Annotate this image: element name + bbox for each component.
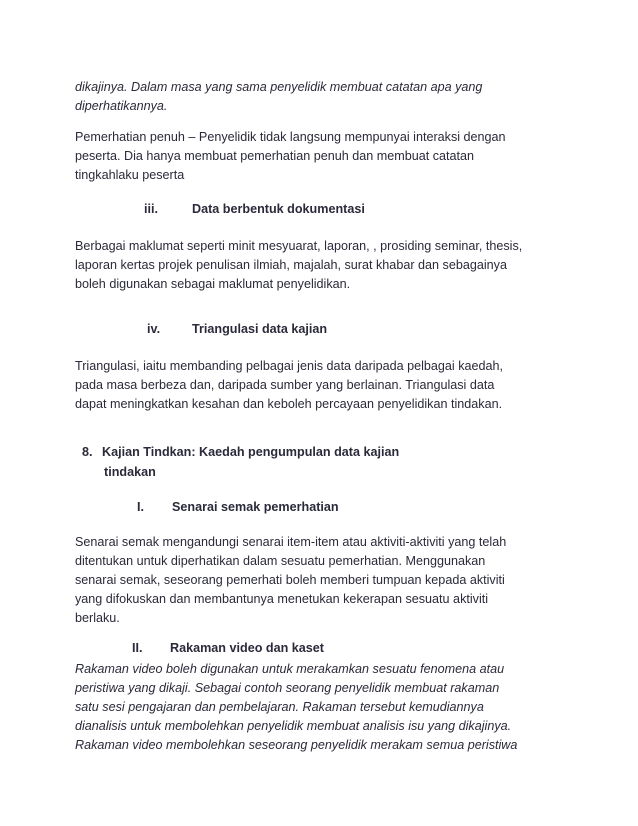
paragraph-line: Berbagai maklumat seperti minit mesyuarat, laporan, , prosiding seminar, thesis, bbox=[75, 239, 523, 253]
paragraph-line: tingkahlaku peserta bbox=[75, 168, 185, 182]
paragraph-line: satu sesi pengajaran dan pembelajaran. Rakaman tersebut kemudiannya bbox=[75, 700, 484, 714]
paragraph-line: laporan kertas projek penulisan ilmiah, majalah, surat khabar dan sebagainya bbox=[75, 258, 507, 272]
section-heading: Kajian Tindkan: Kaedah pengumpulan data kajian bbox=[102, 445, 400, 459]
paragraph-line: berlaku. bbox=[75, 611, 120, 625]
paragraph-line: yang difokuskan dan membantunya menetukan kekerapan sesuatu aktiviti bbox=[75, 592, 489, 606]
paragraph-line: Pemerhatian penuh – Penyelidik tidak langsung mempunyai interaksi dengan bbox=[75, 130, 506, 144]
paragraph-line: dianalisis untuk membolehkan penyelidik membuat analisis isu yang dikajinya. bbox=[75, 719, 512, 733]
section-number: 8. bbox=[82, 445, 93, 459]
paragraph-line: ditentukan untuk diperhatikan dalam sesuatu pemerhatian. Menggunakan bbox=[75, 554, 486, 568]
paragraph-line: boleh digunakan sebagai maklumat penyelidikan. bbox=[75, 277, 351, 291]
paragraph-line: Rakaman video boleh digunakan untuk merakamkan sesuatu fenomena atau bbox=[75, 662, 505, 676]
section-number: iv. bbox=[147, 322, 161, 336]
paragraph-line: Senarai semak mengandungi senarai item-item atau aktiviti-aktiviti yang telah bbox=[75, 535, 507, 549]
paragraph-line: dapat meningkatkan kesahan dan keboleh percayaan penyelidikan tindakan. bbox=[75, 397, 503, 411]
section-heading: Senarai semak pemerhatian bbox=[172, 500, 339, 514]
paragraph-line: peserta. Dia hanya membuat pemerhatian penuh dan membuat catatan bbox=[75, 149, 475, 163]
paragraph-line: diperhatikannya. bbox=[75, 99, 168, 113]
paragraph-line: senarai semak, seseorang pemerhati boleh memberi tumpuan kepada aktiviti bbox=[75, 573, 505, 587]
section-heading: Data berbentuk dokumentasi bbox=[192, 202, 365, 216]
section-heading: Rakaman video dan kaset bbox=[170, 641, 324, 655]
paragraph-line: peristiwa yang dikaji. Sebagai contoh seorang penyelidik membuat rakaman bbox=[75, 681, 500, 695]
paragraph-line: Triangulasi, iaitu membanding pelbagai jenis data daripada pelbagai kaedah, bbox=[75, 359, 504, 373]
paragraph-line: dikajinya. Dalam masa yang sama penyelidik membuat catatan apa yang bbox=[75, 80, 483, 94]
section-number: I. bbox=[137, 500, 144, 514]
paragraph-line: pada masa berbeza dan, daripada sumber yang berlainan. Triangulasi data bbox=[75, 378, 495, 392]
section-heading: Triangulasi data kajian bbox=[192, 322, 328, 336]
paragraph-line: Rakaman video membolehkan seseorang penyelidik merakam semua peristiwa bbox=[75, 738, 518, 752]
section-number: II. bbox=[132, 641, 143, 655]
section-heading: tindakan bbox=[104, 465, 156, 479]
section-number: iii. bbox=[144, 202, 158, 216]
